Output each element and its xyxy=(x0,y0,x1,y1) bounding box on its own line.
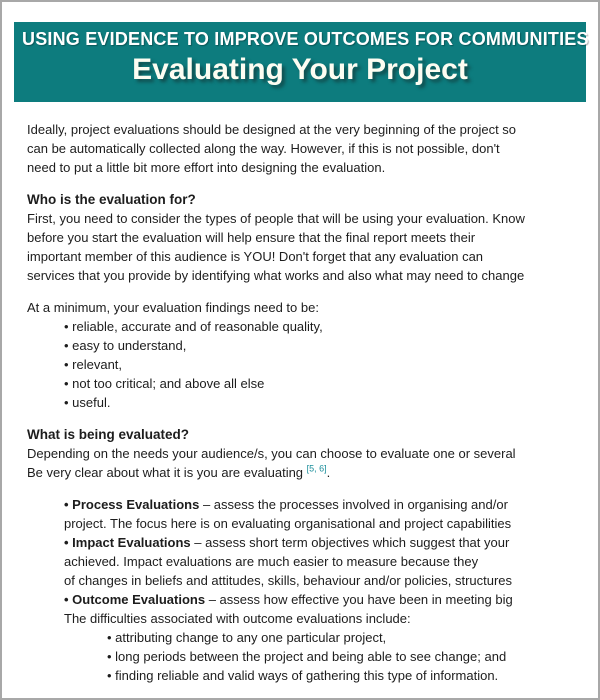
bullet-item: • not too critical; and above all else xyxy=(64,376,265,391)
type-row xyxy=(64,514,580,533)
evaluated-line-end: . xyxy=(326,465,331,480)
type-row xyxy=(64,495,580,514)
type-desc: project. The focus here is on evaluating organisational and project capabilities xyxy=(64,516,512,531)
bullet-item: • relevant, xyxy=(64,357,123,372)
type-desc: – assess how effective you have been in meeting big xyxy=(205,592,513,607)
type-desc: The difficulties associated with outcome evaluations include: xyxy=(64,611,411,626)
type-row xyxy=(64,571,580,590)
bullet-item: • useful. xyxy=(64,395,111,410)
citation-superscript: [5, 6] xyxy=(306,463,327,474)
who-line: services that you provide by identifying what works and also what may need to change xyxy=(27,268,525,283)
who-line: First, you need to consider the types of people that will be using your evaluation. Know xyxy=(27,211,525,226)
banner xyxy=(14,22,589,102)
minimum-bullet-list xyxy=(64,317,580,412)
bullet-item: • reliable, accurate and of reasonable quality, xyxy=(64,319,323,334)
section-heading-what: What is being evaluated? xyxy=(27,427,190,442)
type-term: • Impact Evaluations xyxy=(64,535,191,550)
bullet-item: • finding reliable and valid ways of gathering this type of information. xyxy=(107,668,499,683)
evaluated-line xyxy=(27,463,580,482)
type-row xyxy=(64,533,580,552)
difficulties-bullet-list xyxy=(107,628,580,685)
type-desc: of changes in beliefs and attitudes, skills, behaviour and/or policies, structures xyxy=(64,573,513,588)
type-desc: – assess the processes involved in organising and/or xyxy=(199,497,508,512)
bullet-item: • long periods between the project and being able to see change; and xyxy=(107,649,507,664)
bullet-item: • easy to understand, xyxy=(64,338,187,353)
type-term: • Outcome Evaluations xyxy=(64,592,206,607)
intro-line: can be automatically collected along the way. However, if this is not possible, don't xyxy=(27,141,500,156)
bullet-item: • attributing change to any one particular project, xyxy=(107,630,387,645)
intro-line: need to put a little bit more effort into designing the evaluation. xyxy=(27,160,386,175)
evaluated-line-text: Be very clear about what it is you are evaluating xyxy=(27,465,307,480)
minimum-lead: At a minimum, your evaluation findings need to be: xyxy=(27,300,319,315)
type-row xyxy=(64,552,580,571)
type-row xyxy=(64,590,580,609)
section-heading-who: Who is the evaluation for? xyxy=(27,192,196,207)
type-desc: – assess short term objectives which suggest that your xyxy=(190,535,510,550)
type-row xyxy=(64,609,580,628)
type-desc: achieved. Impact evaluations are much easier to measure because they xyxy=(64,554,479,569)
type-term: • Process Evaluations xyxy=(64,497,200,512)
evaluation-types-list xyxy=(64,495,580,628)
evaluated-line: Depending on the needs your audience/s, you can choose to evaluate one or several xyxy=(27,446,516,461)
intro-line: Ideally, project evaluations should be designed at the very beginning of the project so xyxy=(27,122,517,137)
document-body xyxy=(2,102,598,685)
who-line: before you start the evaluation will help ensure that the final report meets their xyxy=(27,230,476,245)
who-line: important member of this audience is YOU! Don't forget that any evaluation can xyxy=(27,249,484,264)
page-title: Evaluating Your Project xyxy=(132,53,468,86)
banner-kicker: USING EVIDENCE TO IMPROVE OUTCOMES FOR COMMUNITIES xyxy=(22,29,589,49)
